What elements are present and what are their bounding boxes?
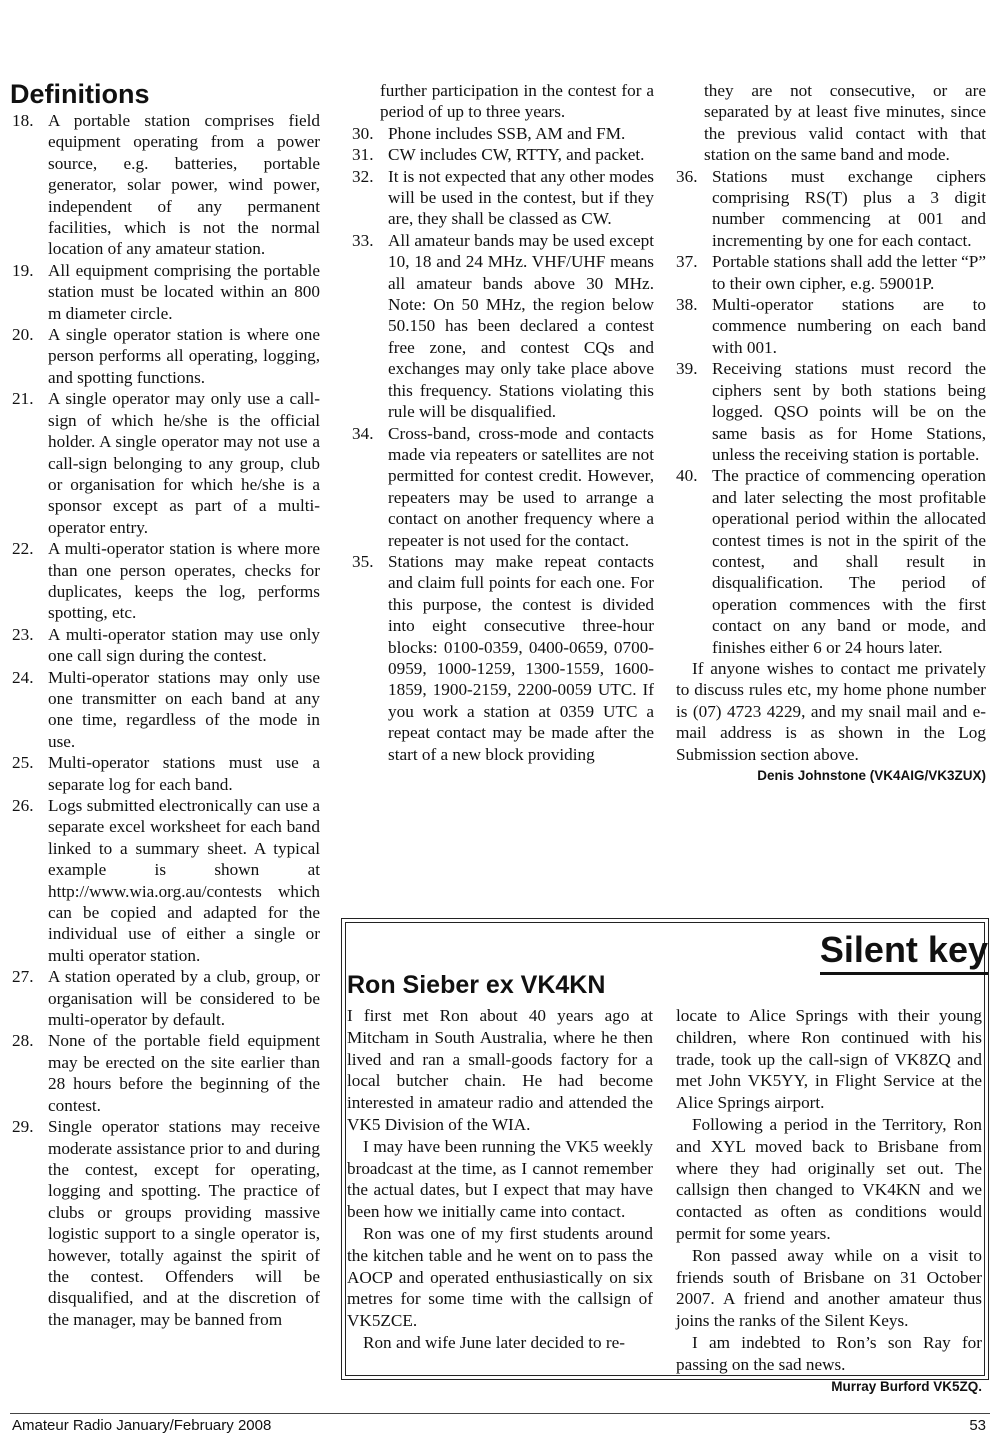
rule-number: 23. — [12, 624, 34, 644]
rule-text: All equipment comprising the portable station must be located within an 800 m diameter circle. — [48, 260, 320, 323]
rule-number: 27. — [12, 967, 34, 987]
rule-text: Receiving stations must record the ciphers sent by both stations being logged. QSO points will be on the same basis as for Home Stations, unless the receiving station is portable. — [712, 359, 986, 464]
rule-text: None of the portable field equipment may be erected on the site earlier than 28 hours before the beginning of the contest. — [48, 1031, 320, 1115]
obituary-paragraph: Following a period in the Territory, Ron and XYL moved back to Brisbane from where they had originally set out. The callsign then changed to VK4KN and we contacted as often as conditions would permit for some years. — [676, 1114, 982, 1243]
rule-number: 33. — [352, 230, 374, 250]
rule-text: Multi-operator stations may only use one transmitter on each band at any one time, regardless of the mode in use. — [48, 667, 320, 751]
rule-item — [12, 1116, 320, 1330]
rule-text: Logs submitted electronically can use a separate excel worksheet for each band linked to a summary sheet. A typical example is shown at http://www.wia.org.au/contests which can be copied and adapted for the individual use of either a single or multi operator station. — [48, 796, 320, 965]
rule-item — [12, 538, 320, 624]
rules-list-2 — [352, 123, 654, 765]
rule-number: 37. — [676, 252, 698, 272]
rule-item — [12, 624, 320, 667]
rule-number: 20. — [12, 325, 34, 345]
rule-item — [12, 260, 320, 324]
rule-number: 22. — [12, 539, 34, 559]
rule-item — [676, 294, 986, 358]
column-2 — [352, 80, 654, 765]
rule-number: 31. — [352, 145, 374, 165]
rule-number: 28. — [12, 1031, 34, 1051]
rule-number: 34. — [352, 423, 374, 443]
rule-item — [12, 324, 320, 388]
rule-text: A portable station comprises field equipment operating from a power source, e.g. batteries, portable generator, solar power, wind power, independent of any permanent facilities, which is not the normal location of any amateur station. — [48, 111, 320, 259]
column-3 — [676, 80, 986, 786]
rule-text: It is not expected that any other modes will be used in the contest, but if they are, they shall be classed as CW. — [388, 166, 654, 229]
rule-item — [12, 667, 320, 753]
rule-item — [352, 166, 654, 230]
section-heading-definitions: Definitions — [10, 79, 150, 109]
rule-number: 32. — [352, 166, 374, 186]
rule-number: 25. — [12, 753, 34, 773]
rule-number: 38. — [676, 295, 698, 315]
rule-number: 24. — [12, 667, 34, 687]
footer-publication: Amateur Radio January/February 2008 — [12, 1417, 272, 1434]
rule-text: All amateur bands may be used except 10, 18 and 24 MHz. VHF/UHF means all amateur bands above 30 MHz. Note: On 50 MHz, the region below 50.150 has been declared a contest free zone, and contest CQs and exchanges may only take place above this frequency. Stations violating this rule will be disqualified. — [388, 230, 654, 422]
rule-text: Phone includes SSB, AM and FM. — [388, 123, 626, 143]
rule-item — [12, 795, 320, 966]
obituary-column-left — [347, 1005, 653, 1354]
rule-number: 21. — [12, 389, 34, 409]
rule-item — [676, 358, 986, 465]
rule-text: Stations may make repeat contacts and claim full points for each one. For this purpose, the contest is divided into eight consecutive three-hour blocks: 0100-0359, 0400-0659, 0700-0959, 1000-1259, 1300-1559, 1600-1859, 1900-2159, 2200-0059 UTC. If you work a station at 0359 UTC a repeat contact may be made after the start of a new block providing — [388, 551, 654, 764]
obituary-column-right — [676, 1005, 982, 1397]
obituary-heading: Ron Sieber ex VK4KN — [347, 971, 606, 999]
rule-text: Stations must exchange ciphers comprising RS(T) plus a 3 digit number commencing at 001 and incrementing by one for each contact. — [712, 166, 986, 250]
obituary-paragraph: I may have been running the VK5 weekly broadcast at the time, as I cannot remember the actual dates, but I expect that may have been how we initially came into contact. — [347, 1136, 653, 1222]
silent-key-banner: Silent key — [820, 930, 988, 975]
continuation-text: further participation in the contest for a period of up to three years. — [380, 81, 654, 122]
definitions-list — [12, 110, 320, 1330]
footer-page-number: 53 — [969, 1417, 986, 1434]
rule-item — [12, 388, 320, 538]
obituary-paragraph: Ron passed away while on a visit to friends south of Brisbane on 31 October 2007. A friend and another amateur thus joins the ranks of the Silent Keys. — [676, 1245, 982, 1331]
footer-rule — [10, 1413, 990, 1414]
rule-number: 35. — [352, 551, 374, 571]
rule-item — [12, 1030, 320, 1116]
rule-item — [352, 144, 654, 165]
rule-item — [352, 123, 654, 144]
rule-text: A multi-operator station may use only one call sign during the contest. — [48, 624, 320, 666]
rule-item — [12, 966, 320, 1030]
rule-number: 36. — [676, 166, 698, 186]
rule-number: 39. — [676, 359, 698, 379]
rule-text: A single operator may only use a call-sign of which he/she is the official holder. A single operator may not use a call-sign belonging to any group, club or organisation for which he/she is a sponsor except as part of a multi-operator entry. — [48, 389, 320, 537]
author-signature: Denis Johnstone (VK4AIG/VK3ZUX) — [757, 768, 986, 783]
closing-paragraph: If anyone wishes to contact me privately to discuss rules etc, my home phone number is (07) 4723 4229, and my snail mail and e-mail address is as shown in the Log Submission section above. — [676, 658, 986, 764]
continuation-text: they are not consecutive, or are separated by at least five minutes, since the previous valid contact with that station on the same band and mode. — [704, 81, 986, 165]
obituary-paragraph: locate to Alice Springs with their young children, where Ron continued with his trade, took up the call-sign of VK8ZQ and met John VK5YY, in Flight Service at the Alice Springs airport. — [676, 1006, 982, 1113]
rule-text: A single operator station is where one person performs all operating, logging, and spotting functions. — [48, 325, 320, 387]
rule-number: 18. — [12, 111, 34, 130]
obituary-paragraph: I first met Ron about 40 years ago at Mitcham in South Australia, where he then lived and ran a small-goods factory for a local butcher chain. He had become interested in amateur radio and attended the VK5 Division of the WIA. — [347, 1006, 653, 1134]
rule-text: Single operator stations may receive moderate assistance prior to and during the contest, except for operating, logging and spotting. The practice of clubs or groups providing massive logistic support to a single operator is, however, totally against the spirit of the contest. Offenders will be disqualified, and at the discretion of the manager, may be banned from — [48, 1117, 320, 1329]
rules-list-3 — [676, 166, 986, 658]
obituary-paragraph: Ron was one of my first students around the kitchen table and he went on to pass the AOCP and operated enthusiastically on six metres for some time with the callsign of VK5ZCE. — [347, 1223, 653, 1331]
rule-text: Multi-operator stations are to commence numbering on each band with 001. — [712, 295, 986, 357]
rule-text: Multi-operator stations must use a separate log for each band. — [48, 753, 320, 794]
rule-text: A multi-operator station is where more than one person operates, checks for duplicates, keeps the log, performs spotting, etc. — [48, 539, 320, 623]
obituary-paragraph: I am indebted to Ron’s son Ray for passing on the sad news. — [676, 1332, 982, 1374]
rule-text: Cross-band, cross-mode and contacts made via repeaters or satellites are not permitted for contest credit. However, repeaters may be used to arrange a contact on another frequency where a repeater is not used for the contact. — [388, 423, 654, 550]
rule-item — [12, 110, 320, 260]
rule-item — [352, 230, 654, 423]
rule-item — [12, 752, 320, 795]
rule-text: Portable stations shall add the letter “P” to their own cipher, e.g. 59001P. — [712, 252, 986, 293]
rule-number: 26. — [12, 796, 34, 815]
rule-item — [352, 551, 654, 765]
rule-number: 30. — [352, 123, 374, 143]
rule-number: 29. — [12, 1117, 34, 1137]
rule-item — [352, 423, 654, 551]
rule-text: A station operated by a club, group, or organisation will be considered to be multi-operator by default. — [48, 967, 320, 1030]
obituary-signature: Murray Burford VK5ZQ. — [831, 1378, 982, 1394]
rule-item — [676, 465, 986, 658]
rule-number: 40. — [676, 466, 698, 486]
rule-item — [676, 251, 986, 294]
rule-item — [676, 166, 986, 252]
column-1 — [12, 80, 320, 1330]
rule-text: The practice of commencing operation and later selecting the most profitable operational period within the allocated contest times is not in the spirit of the contest, and shall result in disqualification. The period of operation commences with the first contact on any band or mode, and finishes either 6 or 24 hours later. — [712, 466, 986, 657]
rule-text: CW includes CW, RTTY, and packet. — [388, 145, 645, 165]
rule-number: 19. — [12, 260, 34, 280]
obituary-paragraph: Ron and wife June later decided to re- — [363, 1332, 626, 1352]
